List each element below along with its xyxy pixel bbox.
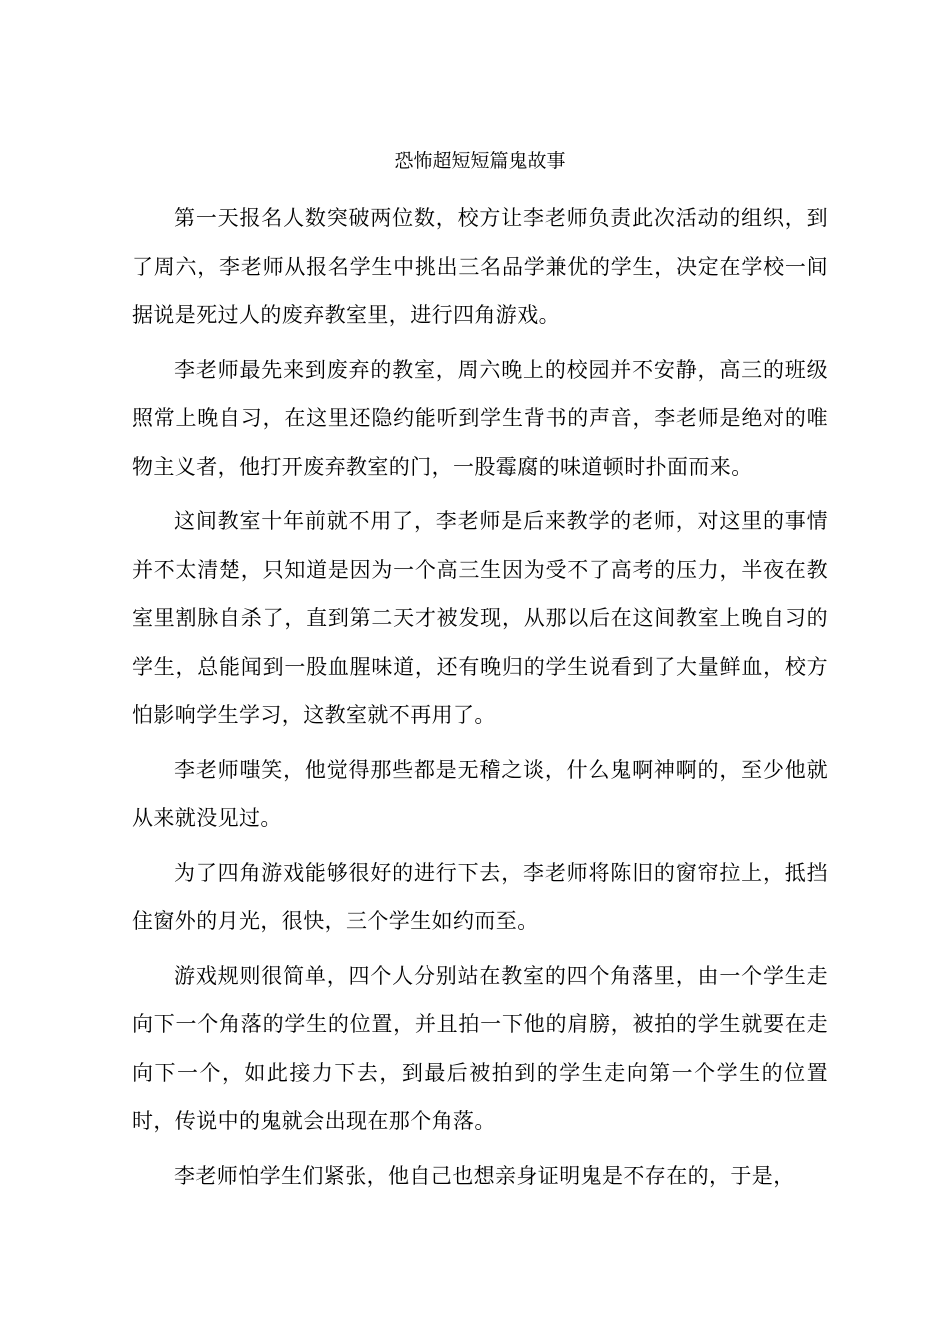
document-title: 恐怖超短短篇鬼故事 xyxy=(394,150,566,172)
paragraph-2: 李老师最先来到废弃的教室，周六晚上的校园并不安静，高三的班级照常上晚自习，在这里还隐约能听到学生背书的声音，李老师是绝对的唯物主义者，他打开废弃教室的门，一股霉腐的味道顿时扑面而来。 xyxy=(132,357,828,479)
paragraph-4: 李老师嗤笑，他觉得那些都是无稽之谈，什么鬼啊神啊的，至少他就从来就没见过。 xyxy=(132,757,828,830)
document-body xyxy=(132,146,828,1206)
paragraph-7: 李老师怕学生们紧张，他自己也想亲身证明鬼是不存在的，于是， xyxy=(174,1163,795,1188)
paragraph-3: 这间教室十年前就不用了，李老师是后来教学的老师，对这里的事情并不太清楚，只知道是因为一个高三生因为受不了高考的压力，半夜在教室里割脉自杀了，直到第二天才被发现，从那以后在这间教室上晚自习的学生，总能闻到一股血腥味道，还有晚归的学生说看到了大量鲜血，校方怕影响学生学习，这教室就不再用了。 xyxy=(132,509,828,727)
paragraph-1: 第一天报名人数突破两位数，校方让李老师负责此次活动的组织，到了周六，李老师从报名学生中挑出三名品学兼优的学生，决定在学校一间据说是死过人的废弃教室里，进行四角游戏。 xyxy=(132,206,828,327)
paragraph-5: 为了四角游戏能够很好的进行下去，李老师将陈旧的窗帘拉上，抵挡住窗外的月光，很快，三个学生如约而至。 xyxy=(132,860,828,933)
paragraph-6: 游戏规则很简单，四个人分别站在教室的四个角落里，由一个学生走向下一个角落的学生的位置，并且拍一下他的肩膀，被拍的学生就要在走向下一个，如此接力下去，到最后被拍到的学生走向第一个学生的位置时，传说中的鬼就会出现在那个角落。 xyxy=(132,963,828,1133)
